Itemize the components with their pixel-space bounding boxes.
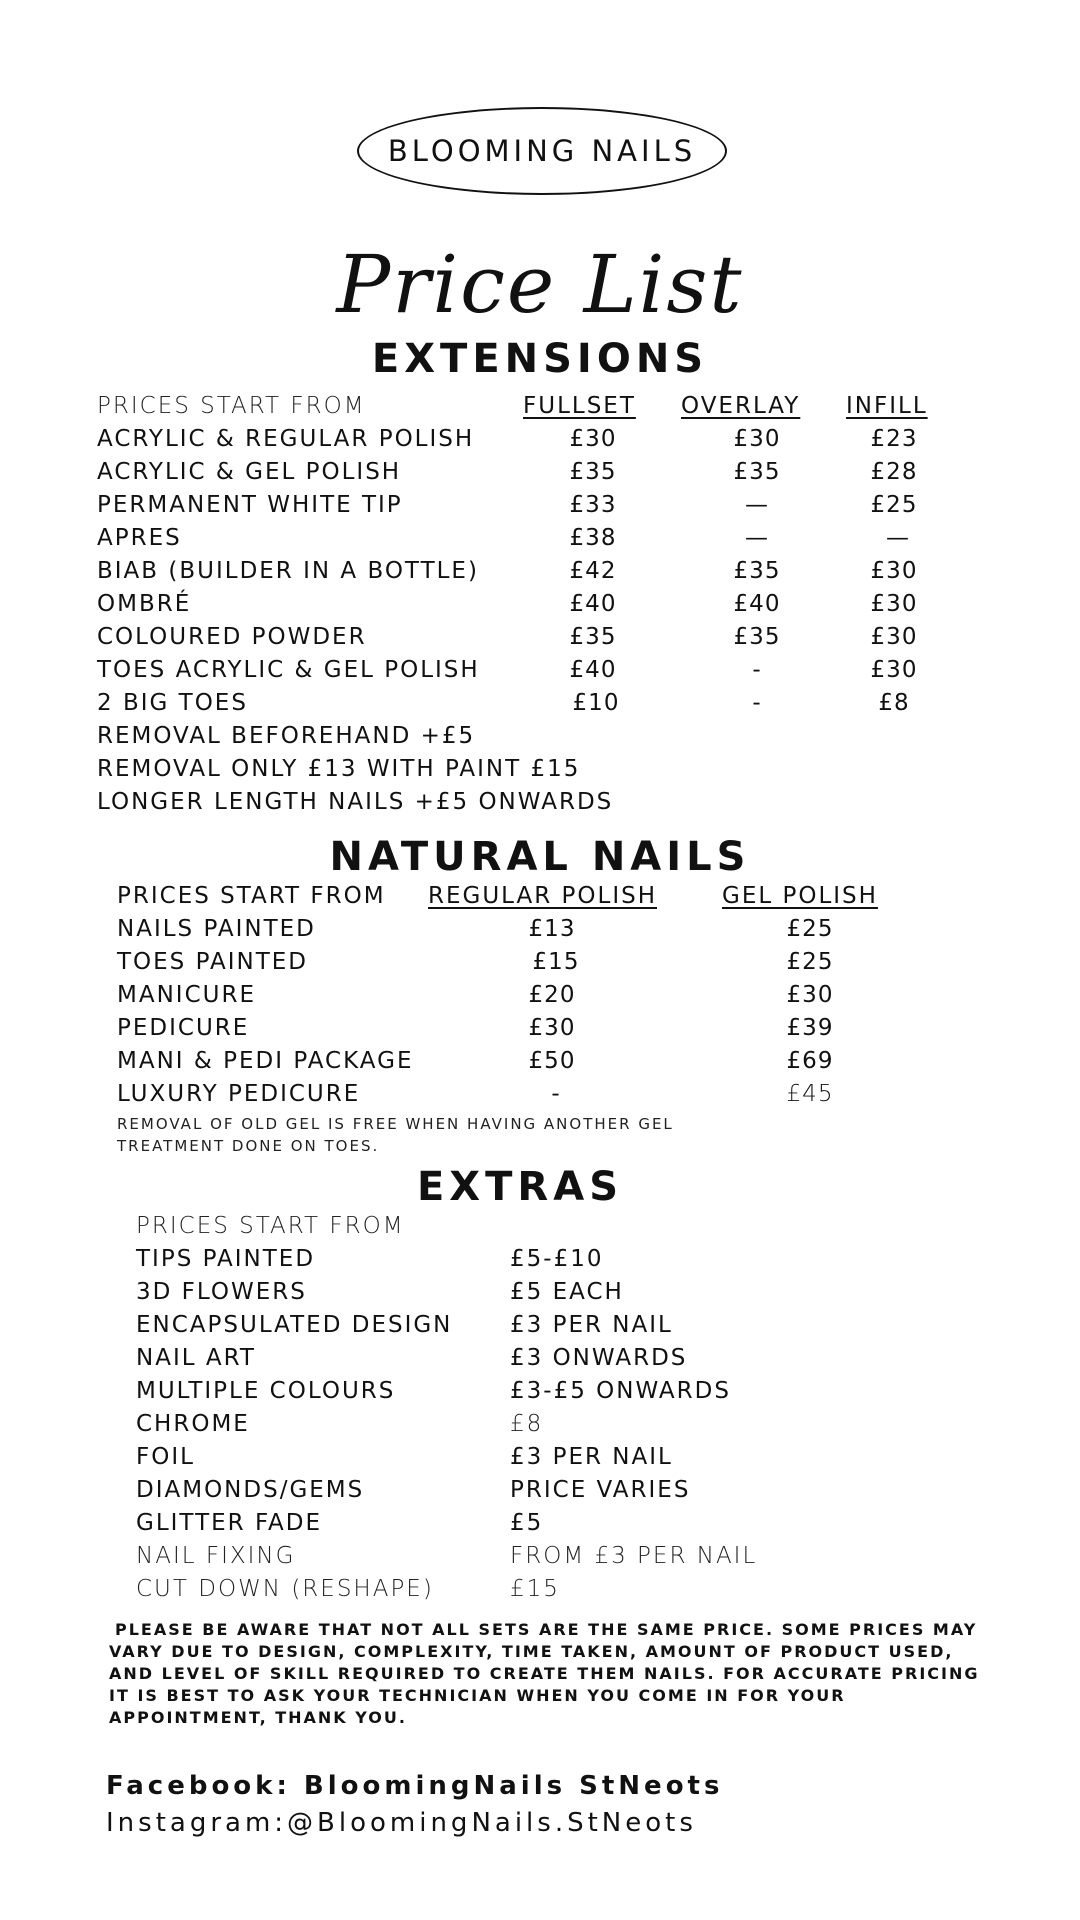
service-name: MANICURE [117,982,256,1008]
extras-heading: EXTRAS [416,1164,623,1210]
price-fullset: £10 [572,690,620,716]
price-regular: £30 [528,1015,576,1041]
price-infill: £30 [870,558,918,584]
service-name: GLITTER FADE [136,1510,323,1536]
natural-note-line-2: TREATMENT DONE ON TOES. [117,1137,380,1155]
natural-nails-heading: NATURAL NAILS [329,834,751,880]
instagram-handle: Instagram:@BloomingNails.StNeots [106,1808,697,1838]
service-price: £3 PER NAIL [510,1444,673,1470]
table-row [0,456,1080,489]
price-gel: £39 [786,1015,834,1041]
price-overlay: - [752,657,762,683]
price-gel: £25 [786,916,834,942]
service-name: BIAB (BUILDER IN A BOTTLE) [97,558,479,584]
table-row [0,423,1080,456]
service-price: £5-£10 [510,1246,604,1272]
col-gel-polish: GEL POLISH [722,883,878,909]
page-title: Price List [336,238,744,331]
service-name: OMBRÉ [97,591,192,617]
service-name: NAIL ART [136,1345,256,1371]
price-regular: - [551,1081,561,1107]
price-regular: £13 [528,916,576,942]
price-infill: £25 [870,492,918,518]
service-price: FROM £3 PER NAIL [510,1543,758,1569]
table-row [0,946,1080,979]
price-gel: £69 [786,1048,834,1074]
natural-intro: PRICES START FROM [117,883,386,909]
table-row [0,1507,1080,1540]
table-row [0,1540,1080,1573]
service-name: TIPS PAINTED [136,1246,316,1272]
table-row [0,1045,1080,1078]
price-overlay: £30 [733,426,781,452]
price-overlay: — [745,525,769,551]
price-fullset: £35 [569,624,617,650]
service-price: PRICE VARIES [510,1477,691,1503]
table-row [0,654,1080,687]
service-price: £8 [510,1411,544,1437]
price-overlay: £35 [733,558,781,584]
table-row [0,522,1080,555]
price-infill: £23 [870,426,918,452]
col-regular-polish: REGULAR POLISH [428,883,658,909]
price-overlay: — [745,492,769,518]
extensions-heading: EXTENSIONS [371,336,709,382]
price-regular: £20 [528,982,576,1008]
price-fullset: £40 [569,657,617,683]
service-name: CHROME [136,1411,250,1437]
table-row [0,1342,1080,1375]
service-name: DIAMONDS/GEMS [136,1477,365,1503]
service-name: COLOURED POWDER [97,624,367,650]
price-regular: £15 [532,949,580,975]
col-infill: INFILL [846,393,928,419]
service-name: ACRYLIC & GEL POLISH [97,459,402,485]
service-name: ACRYLIC & REGULAR POLISH [97,426,475,452]
price-overlay: £40 [733,591,781,617]
service-price: £3 PER NAIL [510,1312,673,1338]
removal-only: REMOVAL ONLY £13 WITH PAINT £15 [97,756,581,782]
price-overlay: £35 [733,624,781,650]
price-infill: — [886,525,910,551]
service-name: LUXURY PEDICURE [117,1081,361,1107]
table-row [0,489,1080,522]
price-overlay: £35 [733,459,781,485]
service-name: APRES [97,525,182,551]
price-fullset: £40 [569,591,617,617]
extensions-intro: PRICES START FROM [97,393,366,419]
price-fullset: £38 [569,525,617,551]
price-gel: £25 [786,949,834,975]
price-fullset: £35 [569,459,617,485]
service-name: ENCAPSULATED DESIGN [136,1312,453,1338]
extras-intro: PRICES START FROM [136,1213,405,1239]
table-row [0,1573,1080,1606]
service-name: MULTIPLE COLOURS [136,1378,396,1404]
extras-intro-row [0,1210,1080,1243]
price-infill: £30 [870,624,918,650]
price-overlay: - [752,690,762,716]
price-infill: £30 [870,657,918,683]
table-row [0,1243,1080,1276]
table-row [0,913,1080,946]
facebook-handle: Facebook: BloomingNails StNeots [106,1771,724,1801]
table-row [0,1375,1080,1408]
table-row [0,1441,1080,1474]
service-name: FOIL [136,1444,195,1470]
service-price: £5 EACH [510,1279,624,1305]
col-fullset: FULLSET [523,393,636,419]
disclaimer [109,1619,1009,1729]
service-price: £3 ONWARDS [510,1345,688,1371]
removal-beforehand: REMOVAL BEFOREHAND +£5 [97,723,476,749]
table-row [0,1309,1080,1342]
table-row [0,1012,1080,1045]
longer-length: LONGER LENGTH NAILS +£5 ONWARDS [97,789,614,815]
service-price: £5 [510,1510,544,1536]
service-name: PEDICURE [117,1015,250,1041]
service-name: NAILS PAINTED [117,916,316,942]
table-row [0,1078,1080,1111]
extensions-note-1 [0,720,1080,753]
disclaimer-line: AND LEVEL OF SKILL REQUIRED TO CREATE THEM NAILS. FOR ACCURATE PRICING [109,1664,980,1683]
disclaimer-line: APPOINTMENT, THANK YOU. [109,1708,407,1727]
price-fullset: £33 [569,492,617,518]
extensions-header-row [0,390,1080,423]
price-gel: £30 [786,982,834,1008]
service-name: NAIL FIXING [136,1543,296,1569]
disclaimer-line: IT IS BEST TO ASK YOUR TECHNICIAN WHEN YOU COME IN FOR YOUR [109,1686,846,1705]
brand-name: BLOOMING NAILS [387,134,697,168]
table-row [0,1276,1080,1309]
table-row [0,979,1080,1012]
table-row [0,555,1080,588]
col-overlay: OVERLAY [681,393,801,419]
brand-logo [357,107,727,195]
table-row [0,687,1080,720]
natural-header-row [0,880,1080,913]
table-row [0,621,1080,654]
service-name: PERMANENT WHITE TIP [97,492,403,518]
service-price: £3-£5 ONWARDS [510,1378,731,1404]
natural-note-line-1: REMOVAL OF OLD GEL IS FREE WHEN HAVING ANOTHER GEL [117,1115,674,1133]
price-infill: £30 [870,591,918,617]
service-name: CUT DOWN (RESHAPE) [136,1576,434,1602]
price-gel: £45 [786,1081,834,1107]
disclaimer-line: VARY DUE TO DESIGN, COMPLEXITY, TIME TAKEN, AMOUNT OF PRODUCT USED, [109,1642,954,1661]
extensions-note-3 [0,786,1080,819]
price-infill: £28 [870,459,918,485]
service-name: 2 BIG TOES [97,690,248,716]
extensions-note-2 [0,753,1080,786]
price-infill: £8 [878,690,910,716]
table-row [0,1474,1080,1507]
service-name: 3D FLOWERS [136,1279,307,1305]
table-row [0,588,1080,621]
price-fullset: £42 [569,558,617,584]
service-name: MANI & PEDI PACKAGE [117,1048,414,1074]
price-regular: £50 [528,1048,576,1074]
price-fullset: £30 [569,426,617,452]
service-name: TOES PAINTED [117,949,309,975]
table-row [0,1408,1080,1441]
disclaimer-line: PLEASE BE AWARE THAT NOT ALL SETS ARE THE SAME PRICE. SOME PRICES MAY [115,1620,978,1639]
service-price: £15 [510,1576,560,1602]
service-name: TOES ACRYLIC & GEL POLISH [97,657,480,683]
